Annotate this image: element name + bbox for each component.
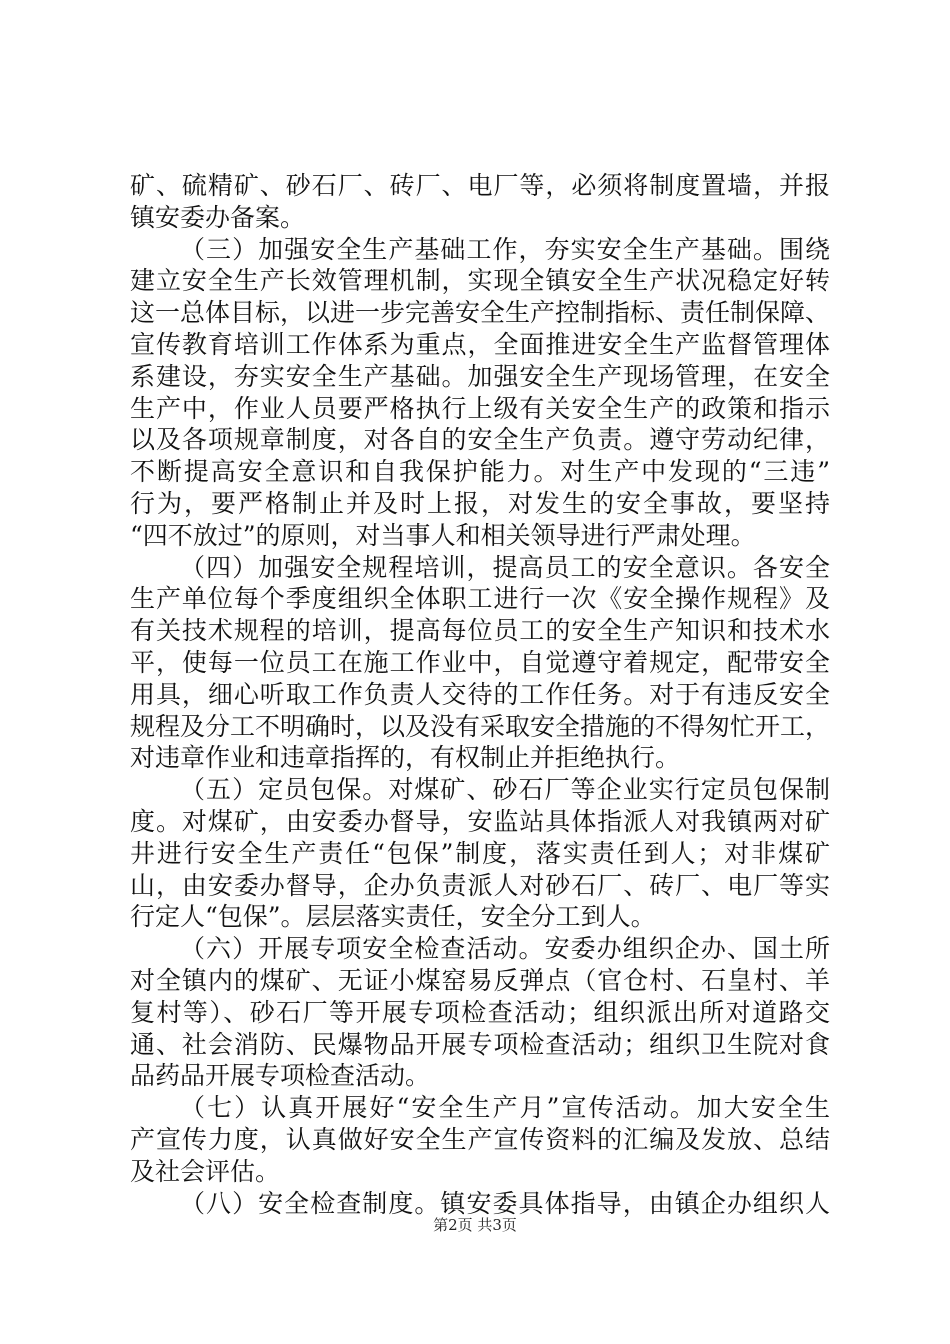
text-line: 不断提高安全意识和自我保护能力。对生产中发现的“三违” — [130, 457, 830, 487]
text-line: 平，使每一位员工在施工作业中，自觉遵守着规定，配带安全 — [130, 647, 830, 677]
text-line: 井进行安全生产责任“包保”制度，落实责任到人；对非煤矿 — [130, 838, 830, 868]
text-line: 山，由安委办督导，企办负责派人对砂石厂、砖厂、电厂等实 — [130, 870, 830, 900]
text-line: 行为，要严格制止并及时上报，对发生的安全事故，要坚持 — [130, 488, 830, 518]
text-line: 行定人“包保”。层层落实责任，安全分工到人。 — [130, 902, 656, 932]
text-line: 规程及分工不明确时，以及没有采取安全措施的不得匆忙开工， — [130, 711, 831, 741]
section-heading-line: （三）加强安全生产基础工作，夯实安全生产基础。围绕 — [180, 234, 830, 264]
text-line: 建立安全生产长效管理机制，实现全镇安全生产状况稳定好转 — [130, 266, 830, 296]
text-line: 及社会评估。 — [130, 1156, 281, 1186]
section-heading-line: （七）认真开展好“安全生产月”宣传活动。加大安全生 — [180, 1093, 830, 1123]
text-line: 矿、硫精矿、砂石厂、砖厂、电厂等，必须将制度置墙，并报 — [130, 171, 830, 200]
text-line: “四不放过”的原则，对当事人和相关领导进行严肃处理。 — [130, 520, 756, 550]
section-heading-line: （五）定员包保。对煤矿、砂石厂等企业实行定员包保制 — [180, 775, 830, 805]
section-heading-line: （六）开展专项安全检查活动。安委办组织企办、国土所 — [180, 934, 830, 964]
text-line: 生产单位每个季度组织全体职工进行一次《安全操作规程》及 — [130, 584, 830, 614]
page-footer: 第2页 共3页 — [433, 1216, 517, 1234]
text-line: 系建设，夯实安全生产基础。加强安全生产现场管理，在安全 — [130, 361, 830, 391]
text-line: 对全镇内的煤矿、无证小煤窑易反弹点（官仓村、石皇村、羊 — [130, 965, 830, 995]
text-line: 宣传教育培训工作体系为重点，全面推进安全生产监督管理体 — [130, 329, 830, 359]
text-line: 度。对煤矿，由安委办督导，安监站具体指派人对我镇两对矿 — [130, 806, 830, 836]
section-heading-line: （八）安全检查制度。镇安委具体指导，由镇企办组织人 — [180, 1188, 830, 1218]
text-line: 以及各项规章制度，对各自的安全生产负责。遵守劳动纪律， — [130, 425, 830, 455]
text-line: 通、社会消防、民爆物品开展专项检查活动；组织卫生院对食 — [130, 1029, 830, 1059]
text-line: 用具，细心听取工作负责人交待的工作任务。对于有违反安全 — [130, 679, 830, 709]
text-line: 镇安委办备案。 — [130, 202, 306, 232]
text-line: 品药品开展专项检查活动。 — [130, 1061, 431, 1091]
document-body — [130, 170, 830, 1219]
text-line: 生产中，作业人员要严格执行上级有关安全生产的政策和指示 — [130, 393, 830, 423]
text-line: 有关技术规程的培训，提高每位员工的安全生产知识和技术水 — [130, 616, 830, 646]
text-line: 产宣传力度，认真做好安全生产宣传资料的汇编及发放、总结 — [130, 1124, 830, 1154]
text-line: 复村等）、砂石厂等开展专项检查活动；组织派出所对道路交 — [130, 997, 830, 1027]
text-line: 对违章作业和违章指挥的，有权制止并拒绝执行。 — [130, 743, 681, 773]
text-line: 这一总体目标，以进一步完善安全生产控制指标、责任制保障、 — [130, 298, 831, 328]
section-heading-line: （四）加强安全规程培训，提高员工的安全意识。各安全 — [180, 552, 830, 582]
